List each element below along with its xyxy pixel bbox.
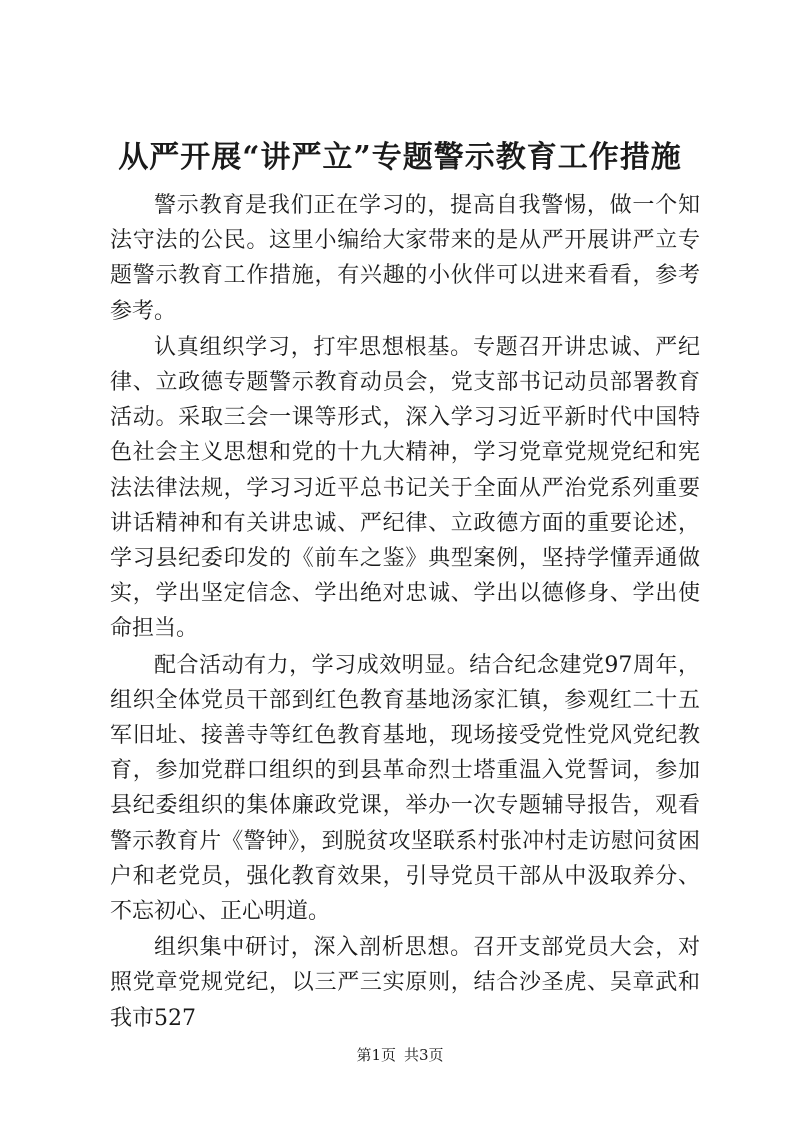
- page-total: 共3页: [404, 1046, 444, 1064]
- paragraph-activities: 配合活动有力，学习成效明显。结合纪念建党97周年，组织全体党员干部到红色教育基地汤家汇镇，参观红二十五军旧址、接善寺等红色教育基地，现场接受党性党风党纪教育，参加党群口组织的到县革命烈士塔重温入党誓词，参加县纪委组织的集体廉政党课，举办一次专题辅导报告，观看警示教育片《警钟》，到脱贫攻坚联系村张冲村走访慰问贫困户和老党员，强化教育效果，引导党员干部从中汲取养分、不忘初心、正心明道。: [110, 652, 700, 925]
- paragraph-study: 认真组织学习，打牢思想根基。专题召开讲忠诚、严纪律、立政德专题警示教育动员会，党支部书记动员部署教育活动。采取三会一课等形式，深入学习习近平新时代中国特色社会主义思想和党的十九大精神，学习党章党规党纪和宪法法律法规，学习习近平总书记关于全面从严治党系列重要讲话精神和有关讲忠诚、严纪律、立政德方面的重要论述，学习县纪委印发的《前车之鉴》典型案例，坚持学懂弄通做实，学出坚定信念、学出绝对忠诚、学出以德修身、学出使命担当。: [110, 334, 700, 642]
- paragraph-intro: 警示教育是我们正在学习的，提高自我警惕，做一个知法守法的公民。这里小编给大家带来的是从严开展讲严立专题警示教育工作措施，有兴趣的小伙伴可以进来看看，参考参考。: [110, 193, 700, 324]
- document-title: 从严开展“讲严立”专题警示教育工作措施: [118, 140, 682, 175]
- page-footer: [0, 1045, 800, 1065]
- document-body: [110, 188, 700, 1037]
- paragraph-research: 组织集中研讨，深入剖析思想。召开支部党员大会，对照党章党规党纪，以三严三实原则，结合沙圣虎、吴章武和我市527: [110, 935, 700, 1031]
- page-number: 第1页: [356, 1046, 396, 1064]
